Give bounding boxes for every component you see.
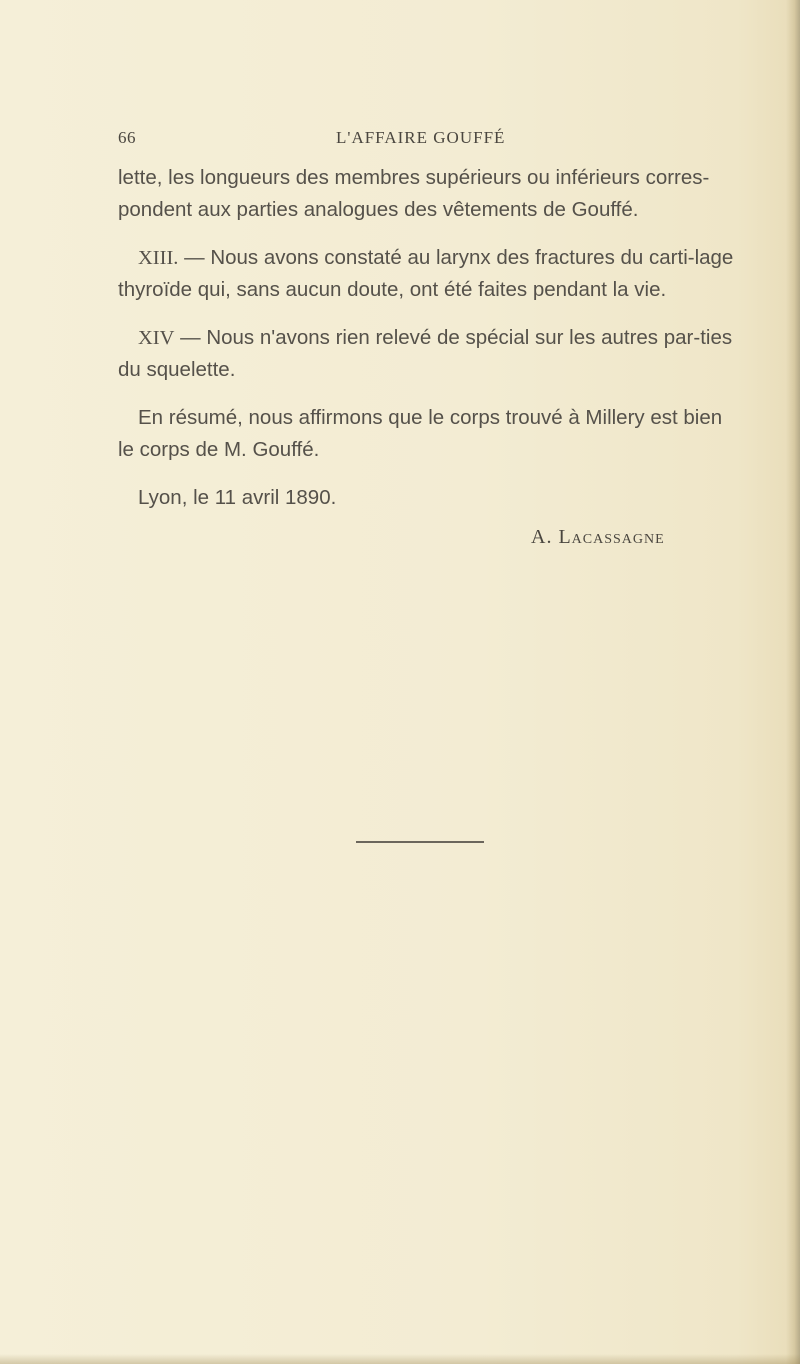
paragraph-xiii [118, 242, 738, 306]
signature-initial: A. [531, 526, 553, 548]
section-divider [356, 841, 484, 843]
paragraph-continuation: lette, les longueurs des membres supérieurs ou inférieurs corres-pondent aux parties analogues des vêtements de Gouffé. [118, 166, 710, 221]
page-edge-shadow [786, 0, 800, 1364]
signature-name: Lacassagne [558, 526, 665, 548]
paragraph-xiv-text: — Nous n'avons rien relevé de spécial sur les autres par-ties du squelette. [118, 326, 733, 381]
paragraph-xiv [118, 322, 738, 386]
paragraph-xiii-text: — Nous avons constaté au larynx des fractures du carti-lage thyroïde qui, sans aucun doute, ont été faites pendant la vie. [118, 246, 734, 301]
page-bottom-shadow [0, 1354, 800, 1364]
section-numeral-xiv: XIV [138, 327, 175, 349]
section-numeral-xiii: XIII. [138, 247, 179, 269]
signature [531, 526, 665, 549]
dateline: Lyon, le 11 avril 1890. [138, 486, 337, 509]
running-header [118, 128, 738, 154]
running-title: L'AFFAIRE GOUFFÉ [336, 128, 506, 147]
paragraph-summary: En résumé, nous affirmons que le corps trouvé à Millery est bien le corps de M. Gouffé. [118, 406, 723, 461]
page-number: 66 [118, 128, 136, 147]
body-text [118, 162, 738, 514]
